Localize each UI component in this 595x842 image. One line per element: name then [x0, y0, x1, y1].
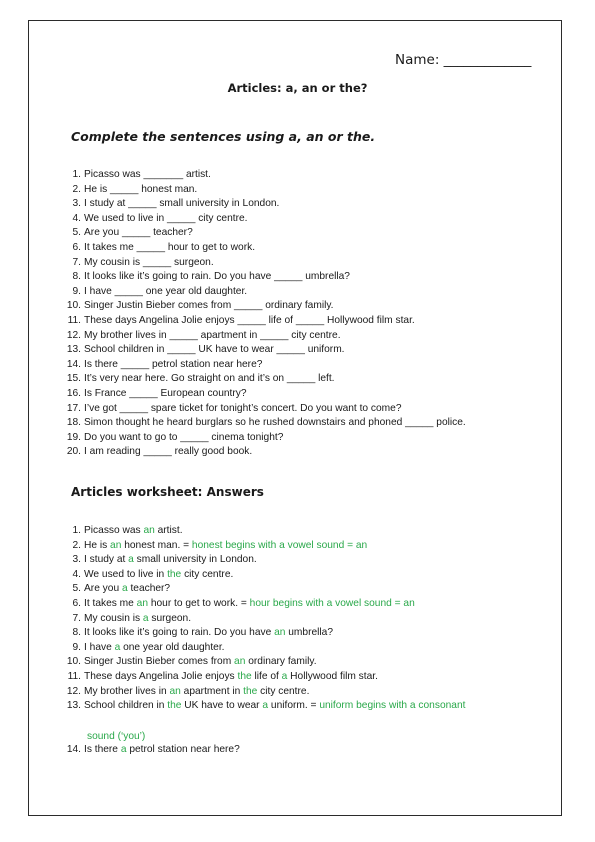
- question-text: Picasso was _______ artist.: [84, 169, 211, 180]
- answer-text: I have: [84, 641, 115, 653]
- question-number: 11.: [67, 315, 81, 326]
- question-number: 12.: [66, 329, 81, 341]
- answer-item: [62, 613, 191, 625]
- answer-item: [62, 583, 170, 595]
- answer-text: Is there: [84, 744, 121, 755]
- answer-text: We used to live in: [84, 568, 168, 580]
- question-item: [62, 242, 255, 254]
- question-item: [62, 213, 247, 225]
- question-item: [62, 257, 214, 269]
- answer-highlight: a: [120, 744, 127, 755]
- answer-text: one year old daughter.: [120, 641, 225, 653]
- answer-highlight: an: [169, 685, 181, 697]
- answer-text: He is: [84, 539, 111, 551]
- answer-highlight: a: [121, 583, 128, 595]
- answer-highlight: a: [142, 612, 149, 624]
- answer-text: uniform. =: [268, 700, 320, 712]
- question-number: 8.: [72, 271, 81, 283]
- answer-item: [62, 642, 224, 654]
- answer-text: small university in London.: [133, 554, 257, 566]
- answer-highlight: hour begins with a vowel sound = an: [249, 598, 415, 609]
- question-text: Do you want to go to _____ cinema tonight?: [84, 431, 284, 443]
- answer-text: surgeon.: [148, 612, 192, 624]
- answer-item: [62, 744, 240, 756]
- answer-number: 10.: [66, 656, 81, 668]
- answer-highlight: the: [243, 685, 258, 697]
- answer-item: [62, 700, 465, 712]
- question-number: 13.: [66, 344, 81, 356]
- answer-highlight: a: [114, 641, 121, 653]
- answer-highlight: an: [234, 656, 246, 668]
- question-item: [62, 271, 350, 283]
- answer-text: UK have to wear: [181, 700, 263, 712]
- question-item: [62, 169, 211, 181]
- answer-item: [62, 686, 309, 698]
- answer-highlight: an: [110, 539, 122, 551]
- answer-item: [62, 671, 378, 683]
- question-text: We used to live in _____ city centre.: [84, 212, 248, 224]
- question-item: [62, 359, 262, 371]
- question-number: 10.: [66, 300, 81, 312]
- question-item: [62, 315, 415, 327]
- question-item: [62, 417, 466, 429]
- answer-text: These days Angelina Jolie enjoys: [84, 671, 238, 682]
- answer-text: city centre.: [257, 685, 310, 697]
- answer-number: 14.: [66, 744, 81, 755]
- answer-text: umbrella?: [285, 627, 334, 639]
- answer-number: 5.: [72, 583, 81, 595]
- answer-text: artist.: [154, 525, 183, 536]
- answer-item: [62, 525, 183, 537]
- answer-text: Hollywood film star.: [287, 671, 378, 682]
- question-text: Singer Justin Bieber comes from _____ ordinary family.: [84, 300, 334, 312]
- question-text: I study at _____ small university in London.: [84, 198, 280, 210]
- worksheet-title: Articles: a, an or the?: [227, 81, 368, 95]
- answer-number: 13.: [66, 700, 81, 712]
- question-item: [62, 227, 193, 239]
- question-number: 3.: [72, 198, 81, 210]
- question-number: 14.: [66, 358, 81, 370]
- question-text: My brother lives in _____ apartment in _____ city centre.: [84, 329, 341, 341]
- question-number: 7.: [72, 256, 81, 268]
- answer-text: Picasso was: [84, 525, 144, 536]
- question-item: [62, 373, 335, 385]
- answer-13-continuation: sound (‘you’): [87, 731, 146, 742]
- answer-number: 11.: [67, 671, 81, 682]
- question-text: I’ve got _____ spare ticket for tonight’s concert. Do you want to come?: [84, 402, 402, 414]
- answer-text: My brother lives in: [84, 685, 170, 697]
- answer-highlight: the: [167, 568, 182, 580]
- answer-text: ordinary family.: [245, 656, 317, 668]
- question-item: [62, 198, 279, 210]
- answer-highlight: the: [237, 671, 252, 682]
- answer-number: 6.: [72, 598, 81, 609]
- answer-highlight: a: [262, 700, 269, 712]
- question-item: [62, 184, 197, 196]
- question-text: Is there _____ petrol station near here?: [84, 358, 263, 370]
- question-text: Are you _____ teacher?: [84, 227, 193, 239]
- answer-text: apartment in: [180, 685, 244, 697]
- answer-text: life of: [251, 671, 282, 682]
- answer-text: It looks like it’s going to rain. Do you have: [84, 627, 275, 639]
- answer-text: honest man. =: [121, 539, 192, 551]
- answer-highlight: a: [281, 671, 288, 682]
- answer-text: It takes me: [84, 598, 137, 609]
- answer-highlight: an: [143, 525, 155, 536]
- question-item: [62, 432, 283, 444]
- answer-highlight: uniform begins with a consonant: [319, 700, 466, 712]
- answers-title: Articles worksheet: Answers: [71, 485, 264, 499]
- answer-item: [62, 598, 415, 610]
- name-field[interactable]: Name: _____________: [395, 52, 532, 68]
- question-text: These days Angelina Jolie enjoys _____ life of _____ Hollywood film star.: [84, 315, 415, 326]
- question-item: [62, 446, 252, 458]
- answer-text: School children in: [84, 700, 168, 712]
- question-item: [62, 403, 402, 415]
- question-number: 2.: [72, 183, 81, 195]
- answer-number: 7.: [72, 612, 81, 624]
- answer-text: petrol station near here?: [126, 744, 240, 755]
- answer-highlight: an: [136, 598, 148, 609]
- question-number: 15.: [66, 373, 81, 385]
- question-text: It takes me _____ hour to get to work.: [84, 242, 256, 253]
- answer-number: 2.: [72, 539, 81, 551]
- answer-text: teacher?: [127, 583, 171, 595]
- answer-highlight: the: [167, 700, 182, 712]
- question-item: [62, 330, 341, 342]
- answer-text: Are you: [84, 583, 122, 595]
- question-text: Is France _____ European country?: [84, 388, 247, 399]
- question-number: 17.: [66, 402, 81, 414]
- question-item: [62, 300, 334, 312]
- answer-item: [62, 656, 317, 668]
- question-number: 4.: [72, 212, 81, 224]
- answer-text: I study at: [84, 554, 129, 566]
- question-text: My cousin is _____ surgeon.: [84, 256, 214, 268]
- answer-item: [62, 540, 367, 552]
- question-item: [62, 286, 247, 298]
- answer-highlight: honest begins with a vowel sound = an: [191, 539, 368, 551]
- answer-text: city centre.: [181, 568, 234, 580]
- question-text: It looks like it’s going to rain. Do you have _____ umbrella?: [84, 271, 350, 283]
- answer-number: 9.: [72, 641, 81, 653]
- question-item: [62, 344, 345, 356]
- answer-item: [62, 569, 233, 581]
- question-item: [62, 388, 247, 400]
- question-number: 18.: [66, 417, 81, 429]
- answer-number: 3.: [72, 554, 81, 566]
- answer-highlight: a: [128, 554, 134, 566]
- answer-item: [62, 627, 333, 639]
- answer-number: 8.: [72, 627, 81, 639]
- answer-highlight: an: [274, 627, 286, 639]
- question-number: 9.: [72, 285, 81, 297]
- question-text: Simon thought he heard burglars so he rushed downstairs and phoned _____ police.: [84, 417, 466, 429]
- answer-text: My cousin is: [84, 612, 143, 624]
- answer-number: 12.: [66, 685, 81, 697]
- question-text: I am reading _____ really good book.: [84, 446, 253, 458]
- answer-text: hour to get to work. =: [148, 598, 250, 609]
- answer-number: 4.: [72, 568, 81, 580]
- question-number: 19.: [66, 431, 81, 443]
- answer-text: Singer Justin Bieber comes from: [84, 656, 235, 668]
- question-number: 5.: [72, 227, 81, 239]
- question-number: 16.: [66, 388, 81, 399]
- question-number: 20.: [66, 446, 81, 458]
- question-text: It’s very near here. Go straight on and it’s on _____ left.: [84, 373, 335, 385]
- question-text: I have _____ one year old daughter.: [84, 285, 248, 297]
- answer-item: [62, 554, 257, 566]
- question-text: He is _____ honest man.: [84, 183, 198, 195]
- question-number: 6.: [72, 242, 81, 253]
- question-number: 1.: [72, 169, 81, 180]
- answer-number: 1.: [72, 525, 81, 536]
- instructions: Complete the sentences using a, an or the.: [71, 129, 376, 144]
- question-text: School children in _____ UK have to wear _____ uniform.: [84, 344, 345, 356]
